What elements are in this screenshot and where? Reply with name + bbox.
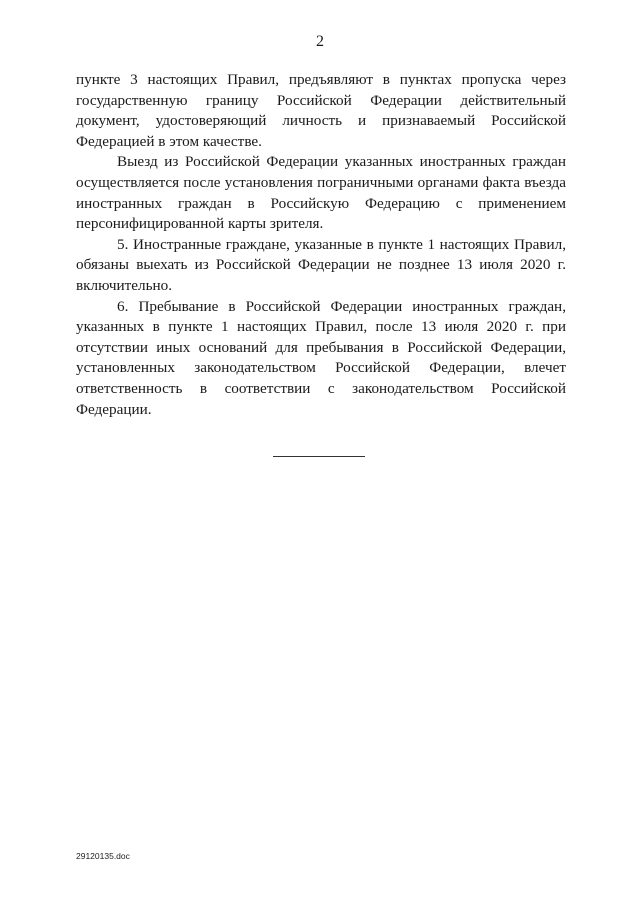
paragraph-exit-procedure: Выезд из Российской Федерации указанных иностранных граждан осуществляется после установления пограничными органами факта въезда иностранных граждан в Российскую Федерацию с применением персонифицированной карты зрителя. [76, 153, 566, 233]
paragraph-continuation: пункте 3 настоящих Правил, предъявляют в пунктах пропуска через государственную границу Российской Федерации действительный документ, удостоверяющий личность и признаваемый Российской Федерацией в этом качестве. [76, 71, 566, 150]
end-separator-line [273, 456, 365, 457]
paragraph-item-6: 6. Пребывание в Российской Федерации иностранных граждан, указанных в пункте 1 настоящих Правил, после 13 июля 2020 г. при отсутствии иных оснований для пребывания в Российской Федерации, установленных законодательством Российской Федерации, влечет ответственность в соответствии с законодательством Российской Федерации. [76, 297, 566, 418]
document-body [76, 70, 566, 420]
document-code: 29120135.doc [76, 851, 130, 861]
paragraph-item-5: 5. Иностранные граждане, указанные в пункте 1 настоящих Правил, обязаны выехать из Российской Федерации не позднее 13 июля 2020 г. включительно. [76, 235, 566, 294]
page-number: 2 [316, 33, 324, 50]
